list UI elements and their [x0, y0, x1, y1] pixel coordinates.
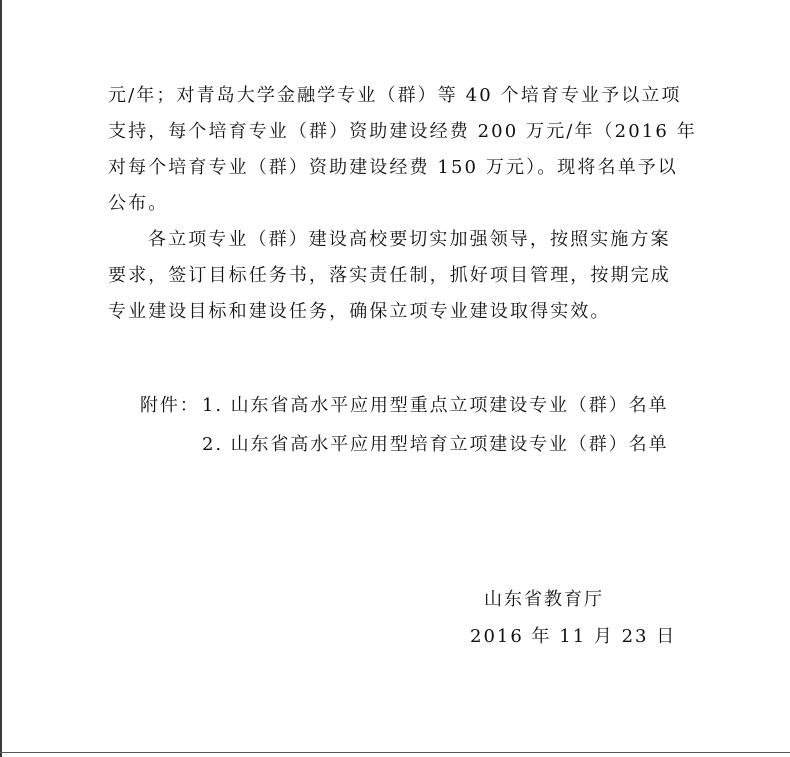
- paragraph-1-line-4: 公布。: [108, 193, 169, 214]
- paragraph-1-line-2: 支持，每个培育专业（群）资助建设经费 200 万元/年（2016 年: [108, 121, 697, 142]
- paragraph-2-line-3: 专业建设目标和建设任务，确保立项专业建设取得实效。: [108, 301, 611, 322]
- paragraph-2-line-2: 要求，签订目标任务书，落实责任制，抓好项目管理，按期完成: [108, 265, 671, 286]
- paragraph-2-line-1: 各立项专业（群）建设高校要切实加强领导，按照实施方案: [148, 229, 671, 250]
- attachment-item-1: 1. 山东省高水平应用型重点立项建设专业（群）名单: [202, 395, 669, 416]
- page-left-border: [0, 0, 2, 757]
- attachments-label: 附件：: [140, 395, 200, 416]
- attachment-item-2: 2. 山东省高水平应用型培育立项建设专业（群）名单: [202, 434, 669, 455]
- page-bottom-border: [0, 752, 790, 753]
- paragraph-1-line-3: 对每个培育专业（群）资助建设经费 150 万元）。现将名单予以: [108, 157, 678, 178]
- paragraph-1-line-1: 元/年；对青岛大学金融学专业（群）等 40 个培育专业予以立项: [108, 85, 682, 106]
- document-body: [108, 78, 697, 330]
- signature-organization: 山东省教育厅: [484, 589, 604, 610]
- signature-date: 2016 年 11 月 23 日: [470, 626, 677, 647]
